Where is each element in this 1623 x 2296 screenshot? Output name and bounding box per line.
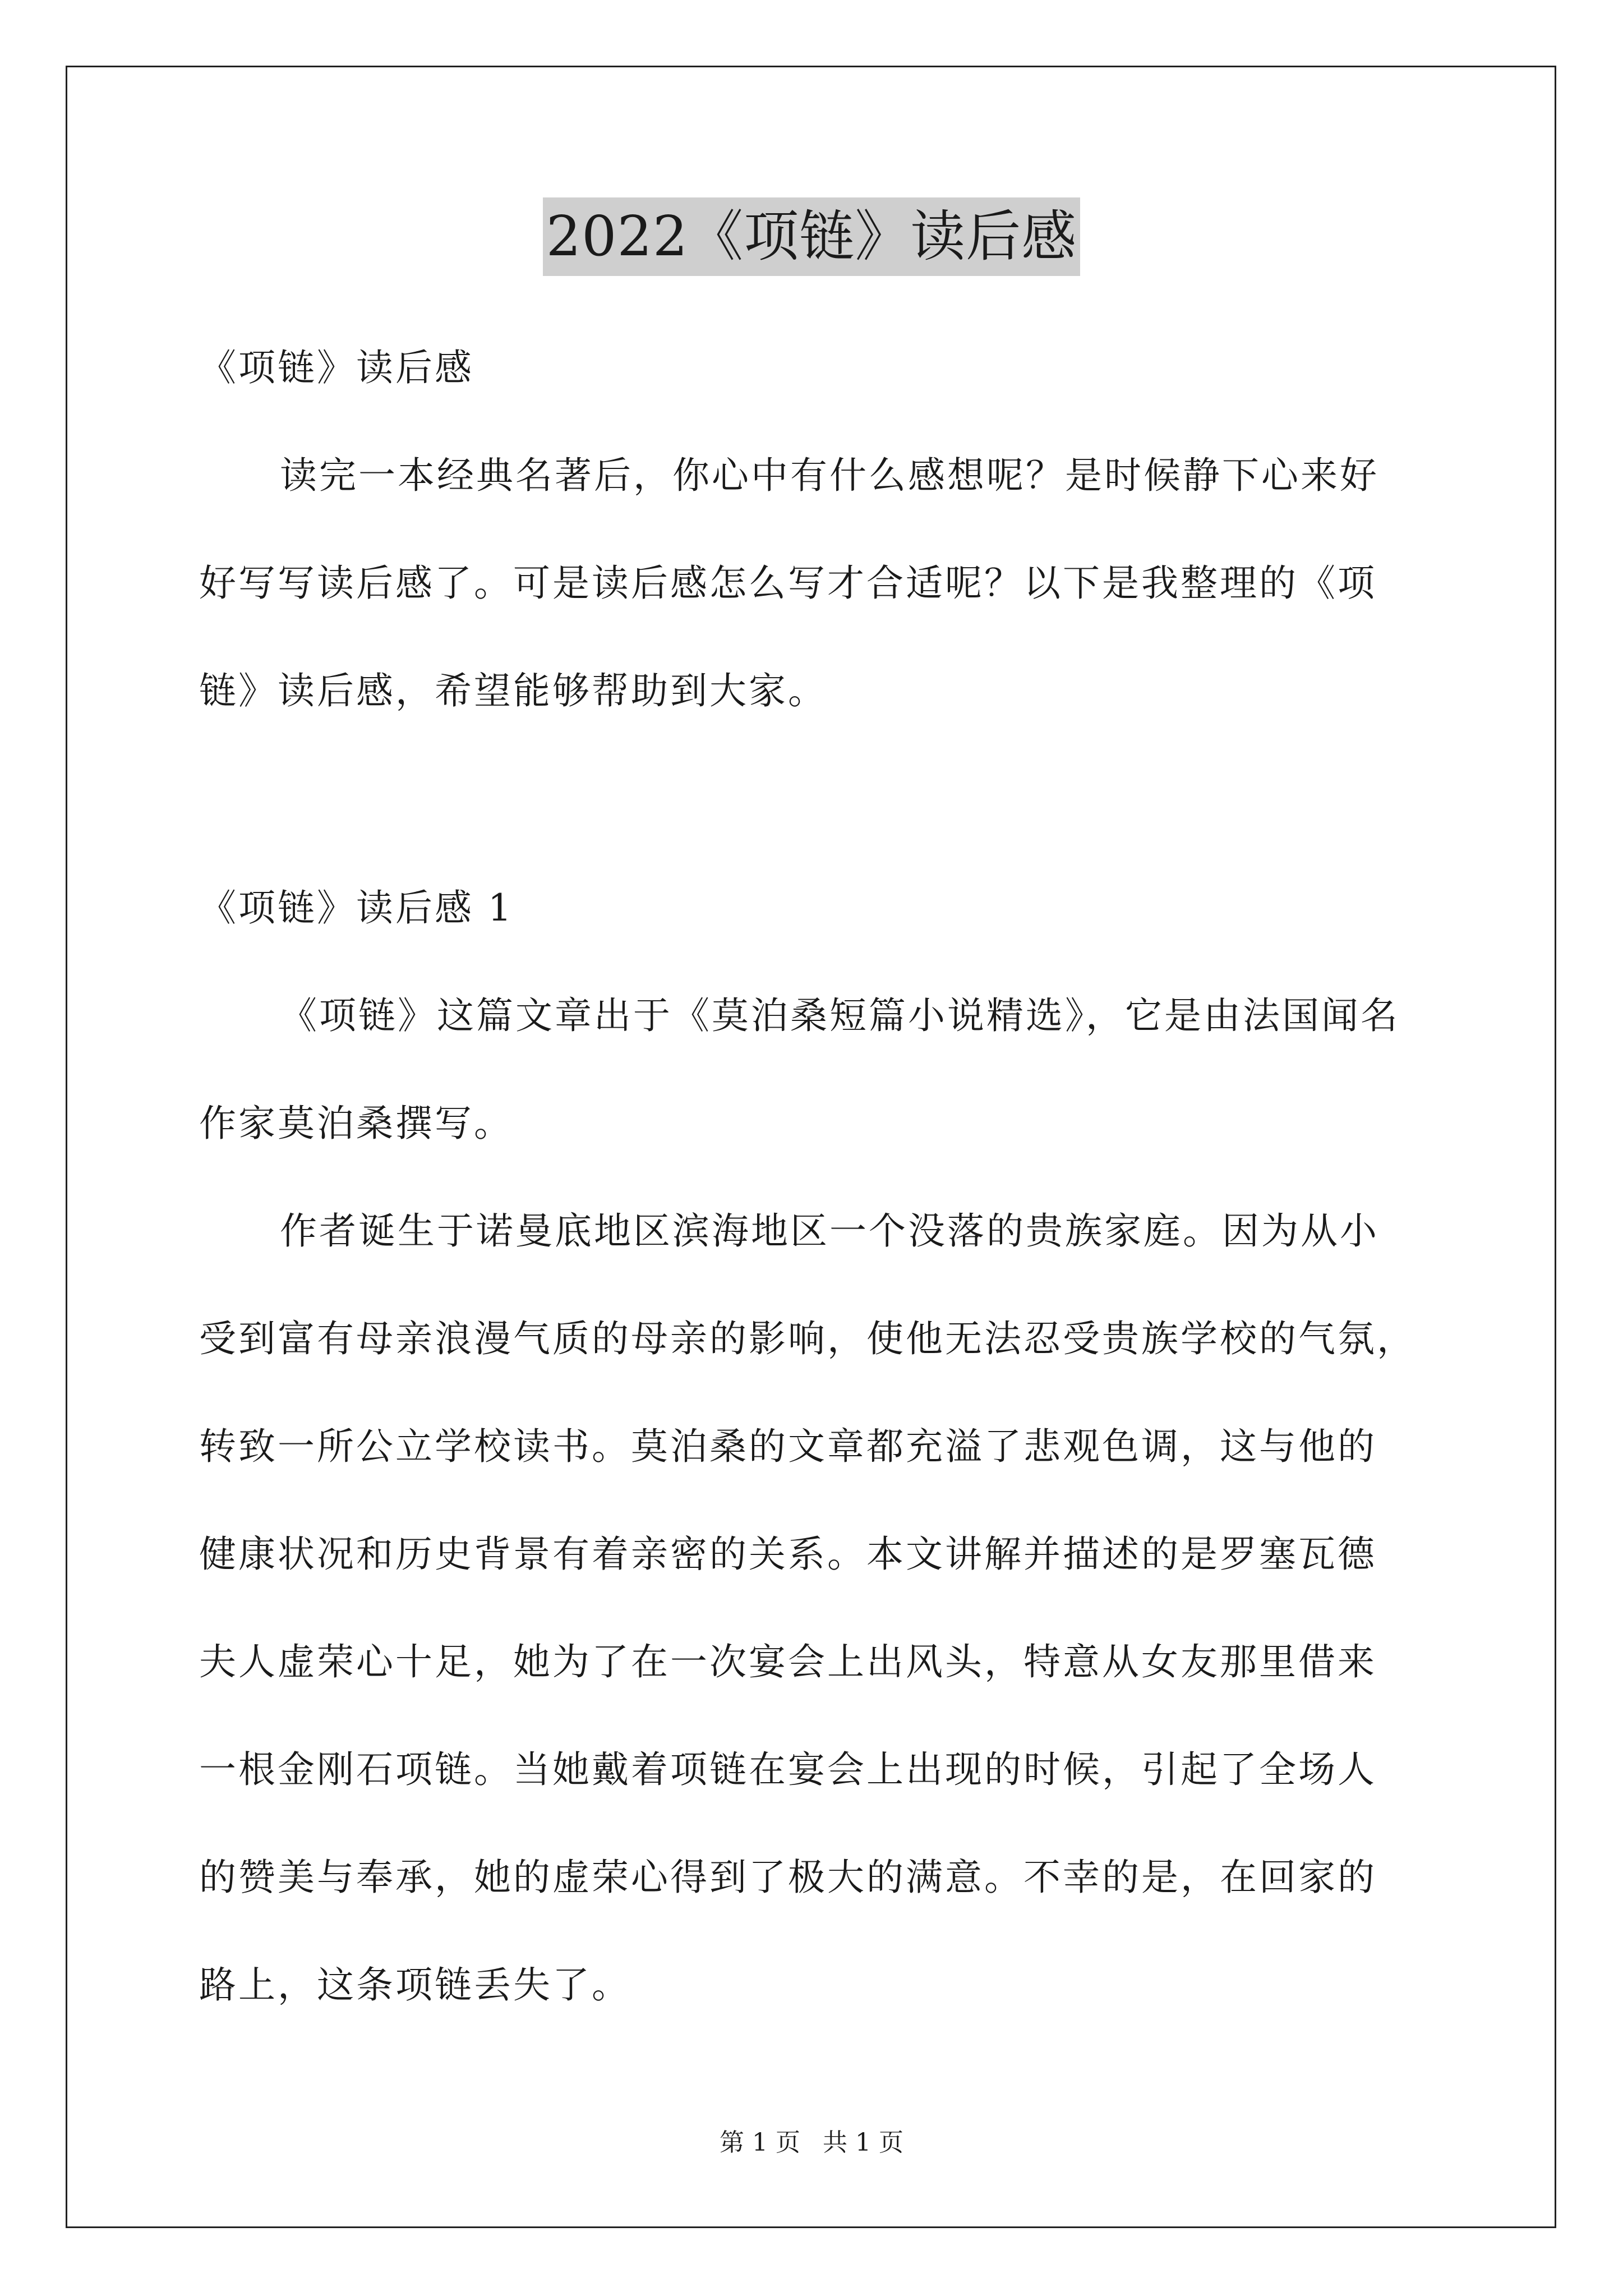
paragraph-line: 健康状况和历史背景有着亲密的关系。本文讲解并描述的是罗塞瓦德	[199, 1533, 1377, 1576]
section-spacer	[199, 745, 1433, 854]
paragraph-line: 路上，这条项链丢失了。	[199, 1963, 631, 2007]
paragraph-line: 作者诞生于诺曼底地区滨海地区一个没落的贵族家庭。因为从小	[280, 1209, 1379, 1253]
page-footer	[0, 2126, 1623, 2160]
document-title: 2022《项链》读后感	[543, 197, 1080, 276]
paragraph-line: 夫人虚荣心十足，她为了在一次宴会上出风头，特意从女友那里借来	[199, 1640, 1377, 1683]
paragraph-line: 受到富有母亲浪漫气质的母亲的影响，使他无法忍受贵族学校的气氛，	[199, 1317, 1416, 1360]
paragraph-line: 《项链》这篇文章出于《莫泊桑短篇小说精选》，它是由法国闻名	[280, 994, 1400, 1037]
paragraph-line: 好写写读后感了。可是读后感怎么写才合适呢？以下是我整理的《项	[199, 562, 1377, 605]
paragraph-line: 转致一所公立学校读书。莫泊桑的文章都充溢了悲观色调，这与他的	[199, 1425, 1377, 1468]
document-body	[199, 314, 1433, 2039]
paragraph-line: 一根金刚石项链。当她戴着项链在宴会上出现的时候，引起了全场人	[199, 1748, 1377, 1791]
paragraph-line: 作家莫泊桑撰写。	[199, 1102, 513, 1145]
paragraph-line: 链》读后感，希望能够帮助到大家。	[199, 669, 827, 712]
paragraph-line: 读完一本经典名著后，你心中有什么感想呢？是时候静下心来好	[280, 454, 1379, 497]
paragraph-line: 的赞美与奉承，她的虚荣心得到了极大的满意。不幸的是，在回家的	[199, 1856, 1377, 1899]
title-container	[0, 197, 1623, 276]
section-heading: 《项链》读后感 1	[199, 886, 514, 930]
page-number-current: 第 1 页	[720, 2128, 800, 2157]
intro-heading: 《项链》读后感	[199, 346, 474, 389]
page-number-total: 共 1 页	[823, 2128, 903, 2157]
